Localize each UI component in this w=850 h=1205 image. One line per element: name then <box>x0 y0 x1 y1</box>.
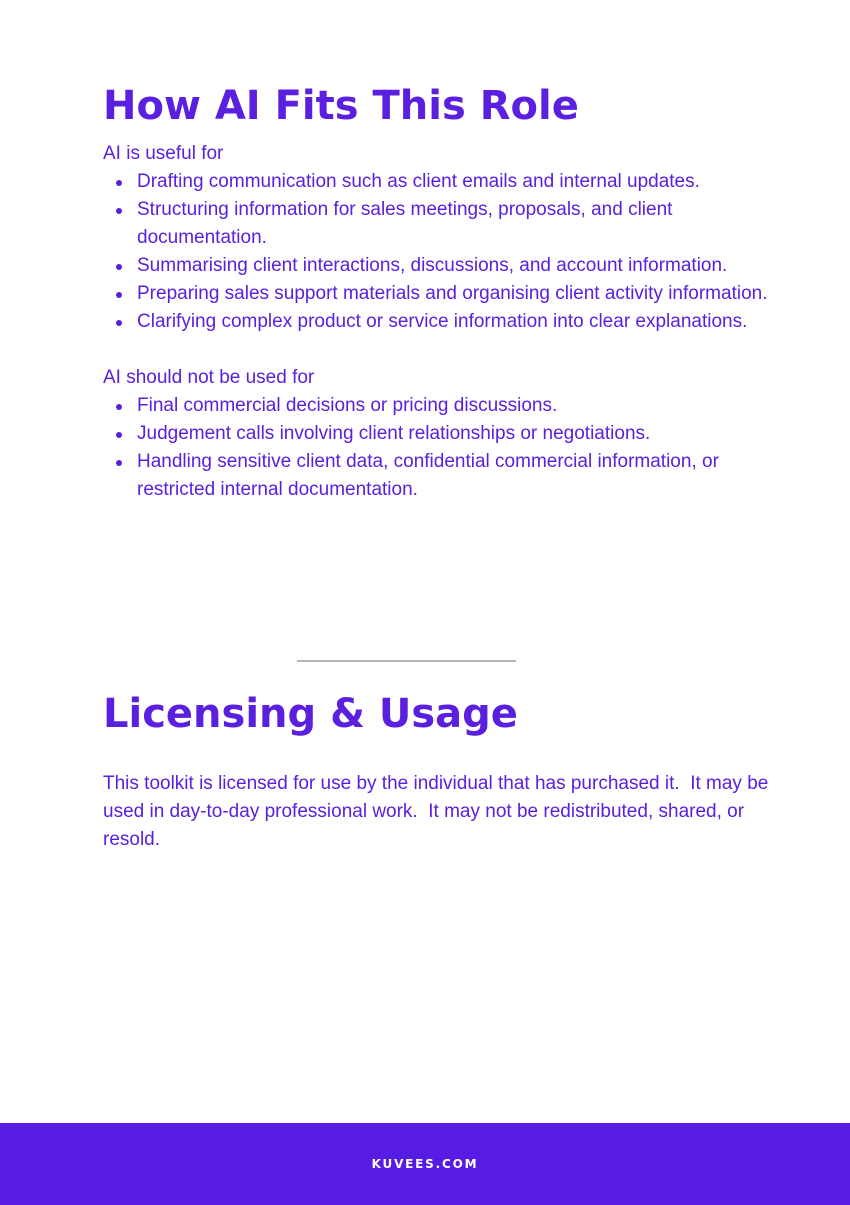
not-list <box>103 392 783 504</box>
list-item: Clarifying complex product or service information into clear explanations. <box>137 308 783 336</box>
list-item: Drafting communication such as client emails and internal updates. <box>137 168 783 196</box>
section-divider <box>297 660 516 662</box>
section-title: How AI Fits This Role <box>103 83 579 129</box>
list-item: Handling sensitive client data, confidential commercial information, or restricted internal documentation. <box>137 448 783 504</box>
list-item: Summarising client interactions, discussions, and account information. <box>137 252 783 280</box>
role-section <box>103 78 783 504</box>
list-item: Preparing sales support materials and organising client activity information. <box>137 280 783 308</box>
licensing-body: This toolkit is licensed for use by the individual that has purchased it. It may be used in day-to-day professional work. It may not be redistributed, shared, or resold. <box>103 773 774 850</box>
footer-bar <box>0 1123 850 1205</box>
useful-intro: AI is useful for <box>103 143 224 164</box>
useful-list <box>103 168 783 336</box>
not-intro: AI should not be used for <box>103 367 315 388</box>
footer-link[interactable]: KUVEES.COM <box>371 1157 479 1171</box>
list-item: Final commercial decisions or pricing discussions. <box>137 392 783 420</box>
licensing-section <box>103 686 793 854</box>
section-title: Licensing & Usage <box>103 691 518 737</box>
spacer <box>103 336 783 364</box>
list-item: Judgement calls involving client relationships or negotiations. <box>137 420 783 448</box>
list-item: Structuring information for sales meetings, proposals, and client documentation. <box>137 196 783 252</box>
